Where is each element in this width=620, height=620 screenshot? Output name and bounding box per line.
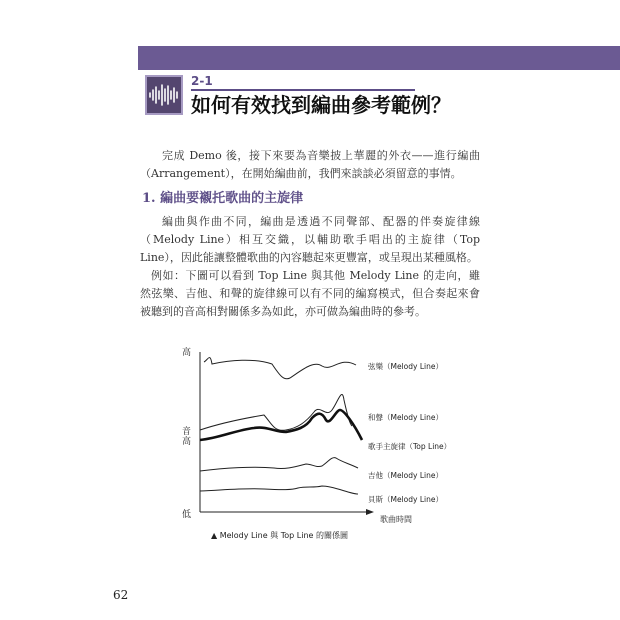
subsection-heading: 1. 編曲要襯托歌曲的主旋律 — [142, 191, 304, 206]
body-paragraph-2: 例如：下圖可以看到 Top Line 與其他 Melody Line 的走向，雖然弦樂、吉他、和聲的旋律線可以有不同的編寫模式，但合奏起來會被聽到的音高相對關係多為如此，亦可做為編曲時的參考。 — [140, 269, 480, 318]
y-axis-pitch-label-2: 高 — [182, 437, 192, 447]
x-axis-arrow — [366, 509, 374, 515]
body-paragraph-1: 編曲與作曲不同，編曲是透過不同聲部、配器的伴奏旋律線（Melody Line）相互交織，以輔助歌手唱出的主旋律（Top Line），因此能讓整體歌曲的內容聽起來更豐富，或呈現出某種風格。 — [140, 215, 480, 264]
page-title: 如何有效找到編曲參考範例？ — [191, 92, 451, 117]
section-header — [138, 70, 451, 120]
harmony-line — [200, 394, 352, 430]
section-number: 2-1 — [191, 73, 213, 88]
header-band — [138, 46, 620, 70]
melody-line-diagram — [174, 340, 474, 540]
top-line — [200, 410, 362, 440]
sound-wave-icon — [145, 75, 183, 115]
section-rule — [191, 89, 415, 91]
intro-paragraph: 完成 Demo 後，接下來要為音樂披上華麗的外衣——進行編曲（Arrangement），在開始編曲前，我們來談談必須留意的事情。 — [140, 149, 480, 180]
guitar-line — [200, 458, 358, 471]
page-number: 62 — [113, 588, 129, 602]
bass-line — [200, 486, 358, 494]
strings-line — [204, 358, 356, 379]
y-axis-pitch-label-1: 音 — [182, 427, 192, 437]
bass-label: 貝斯（Melody Line） — [368, 495, 443, 504]
top-line-label: 歌手主旋律（Top Line） — [368, 442, 452, 451]
x-axis-label: 歌曲時間 — [380, 515, 412, 524]
y-axis-high-label: 高 — [182, 348, 192, 358]
harmony-label: 和聲（Melody Line） — [368, 413, 443, 422]
y-axis-low-label: 低 — [182, 510, 192, 520]
strings-label: 弦樂（Melody Line） — [368, 362, 443, 371]
guitar-label: 吉他（Melody Line） — [368, 471, 443, 480]
figure-caption: ▲ Melody Line 與 Top Line 的關係圖 — [211, 531, 349, 540]
